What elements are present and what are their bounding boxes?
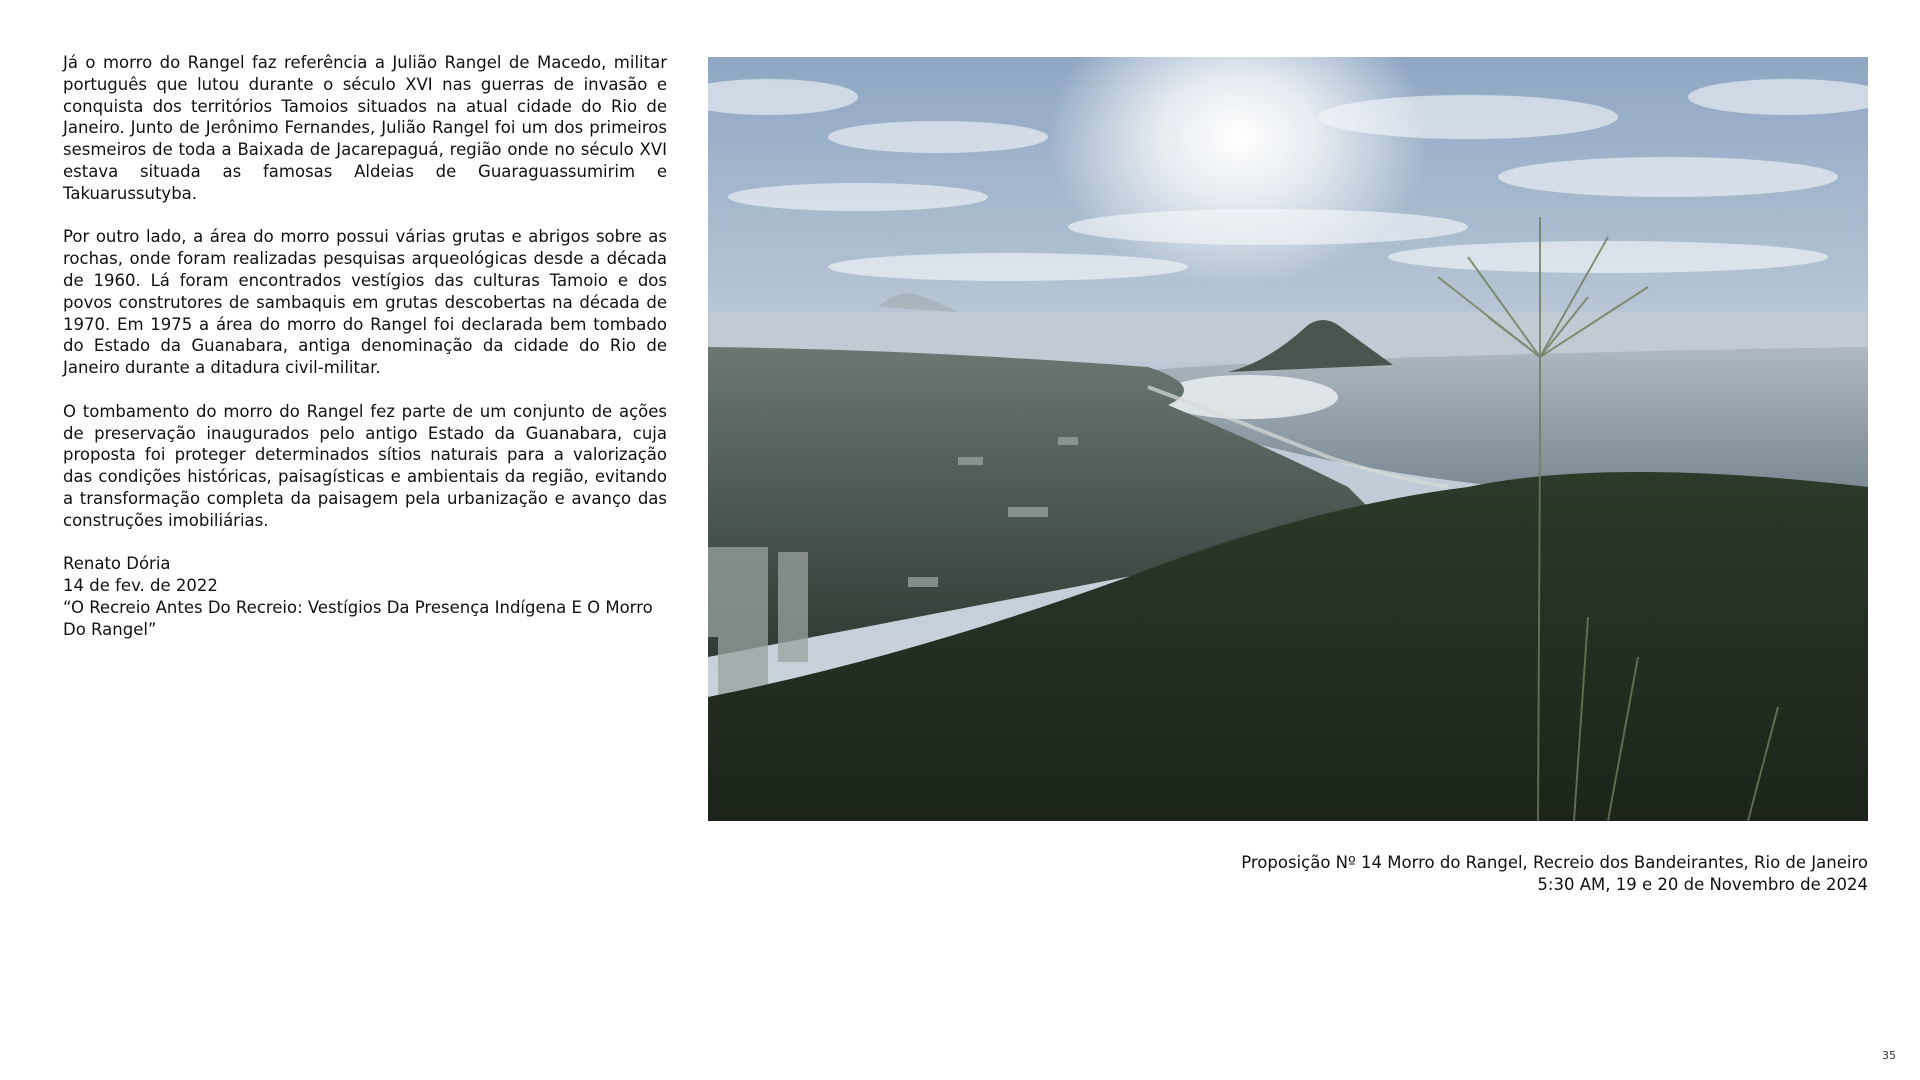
article-text: [63, 52, 667, 641]
caption-title: Proposição Nº 14 Morro do Rangel, Recreio dos Bandeirantes, Rio de Janeiro: [1241, 853, 1868, 872]
paragraph-3: O tombamento do morro do Rangel fez parte de um conjunto de ações de preservação inaugurados pelo antigo Estado da Guanabara, cuja proposta foi proteger determinados sítios naturais para a valorização das condições históricas, paisagísticas e ambientais da região, evitando a transformação completa da paisagem pela urbanização e avanço das construções imobiliárias.: [63, 401, 667, 530]
citation-date: 14 de fev. de 2022: [63, 576, 218, 596]
photo-caption: [1241, 852, 1868, 896]
paragraph-1: Já o morro do Rangel faz referência a Julião Rangel de Macedo, militar português que lutou durante o século XVI nas guerras de invasão e conquista dos territórios Tamoios situados na atual cidade do Rio de Janeiro. Junto de Jerônimo Fernandes, Julião Rangel foi um dos primeiros sesmeiros de toda a Baixada de Jacarepaguá, região onde no século XVI estava situada as famosas Aldeias de Guaraguassumirim e Takuarussutyba.: [63, 53, 667, 203]
source-title: “O Recreio Antes Do Recreio: Vestígios Da Presença Indígena E O Morro Do Rangel”: [63, 597, 653, 639]
citation: [63, 553, 667, 640]
author-name: Renato Dória: [63, 554, 171, 574]
landscape-photo: [708, 57, 1868, 821]
page-number: 35: [1882, 1049, 1896, 1062]
caption-time: 5:30 AM, 19 e 20 de Novembro de 2024: [1537, 875, 1868, 894]
paragraph-2: Por outro lado, a área do morro possui várias grutas e abrigos sobre as rochas, onde foram realizadas pesquisas arqueológicas desde a década de 1960. Lá foram encontrados vestígios das culturas Tamoio e dos povos construtores de sambaquis em grutas descobertas na década de 1970. Em 1975 a área do morro do Rangel foi declarada bem tombado do Estado da Guanabara, antiga denominação da cidade do Rio de Janeiro durante a ditadura civil-militar.: [63, 227, 667, 378]
